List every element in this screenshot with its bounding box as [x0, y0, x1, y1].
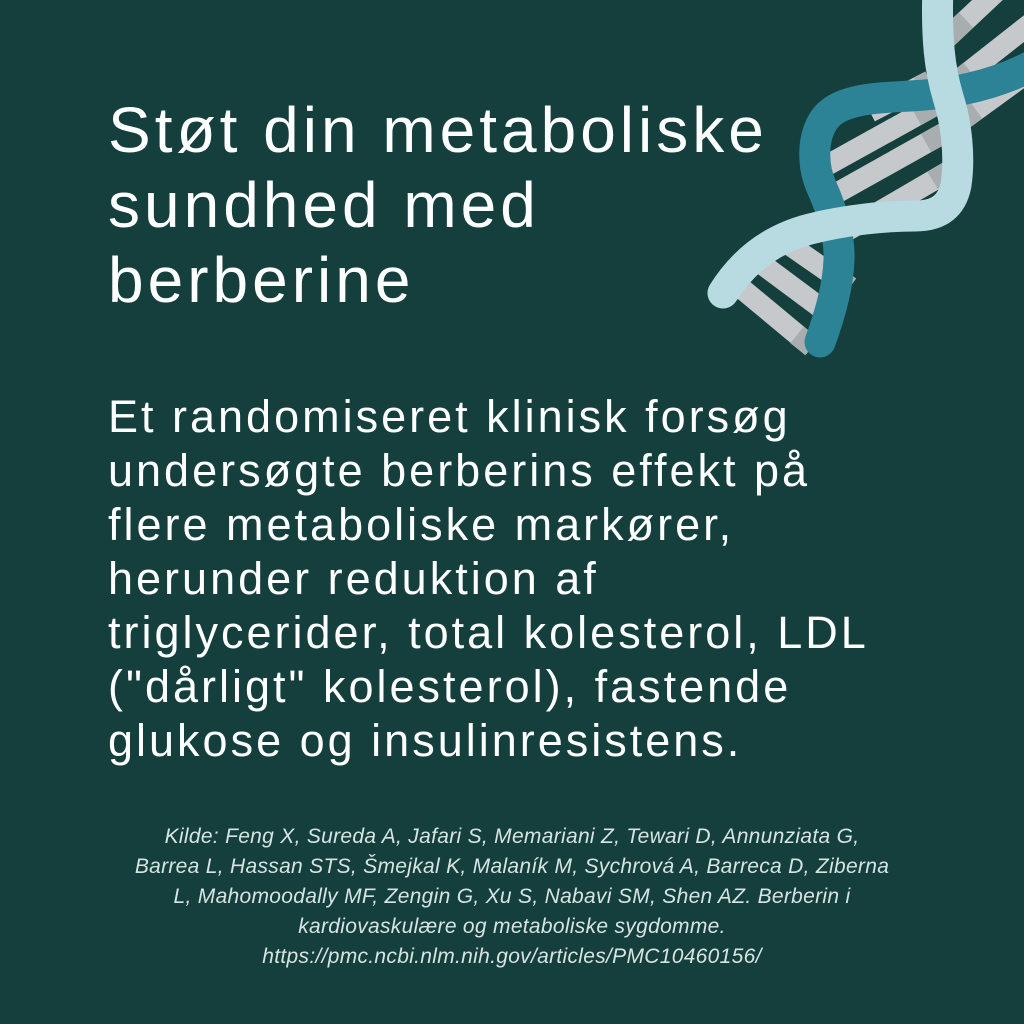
title-line-1: Støt din metaboliske	[108, 94, 768, 166]
citation	[0, 822, 1024, 972]
dna-rungs	[735, 0, 1024, 347]
title-line-3: berberine	[108, 244, 415, 316]
body-line-6: ("dårligt" kolesterol), fastende	[108, 661, 792, 712]
citation-line-2: Barrea L, Hassan STS, Šmejkal K, Malaník M, Sychrová A, Barreca D, Ziberna	[134, 855, 890, 878]
citation-line-3: L, Mahomoodally MF, Zengin G, Xu S, Nabavi SM, Shen AZ. Berberin i	[173, 885, 851, 908]
body-text	[108, 390, 869, 768]
body-line-1: Et randomiseret klinisk forsøg	[108, 391, 791, 442]
body-line-7: glukose og insulinresistens.	[108, 715, 743, 766]
citation-line-4: kardiovaskulære og metaboliske sygdomme.	[298, 915, 726, 938]
citation-line-5: https://pmc.ncbi.nlm.nih.gov/articles/PMC10460156/	[262, 945, 762, 968]
title-line-2: sundhed med	[108, 169, 540, 241]
body-line-4: herunder reduktion af	[108, 553, 599, 604]
body-line-3: flere metaboliske markører,	[108, 499, 735, 550]
page-title	[108, 93, 768, 318]
citation-line-1: Kilde: Feng X, Sureda A, Jafari S, Memariani Z, Tewari D, Annunziata G,	[164, 825, 860, 848]
body-line-5: triglycerider, total kolesterol, LDL	[108, 607, 869, 658]
body-line-2: undersøgte berberins effekt på	[108, 445, 811, 496]
